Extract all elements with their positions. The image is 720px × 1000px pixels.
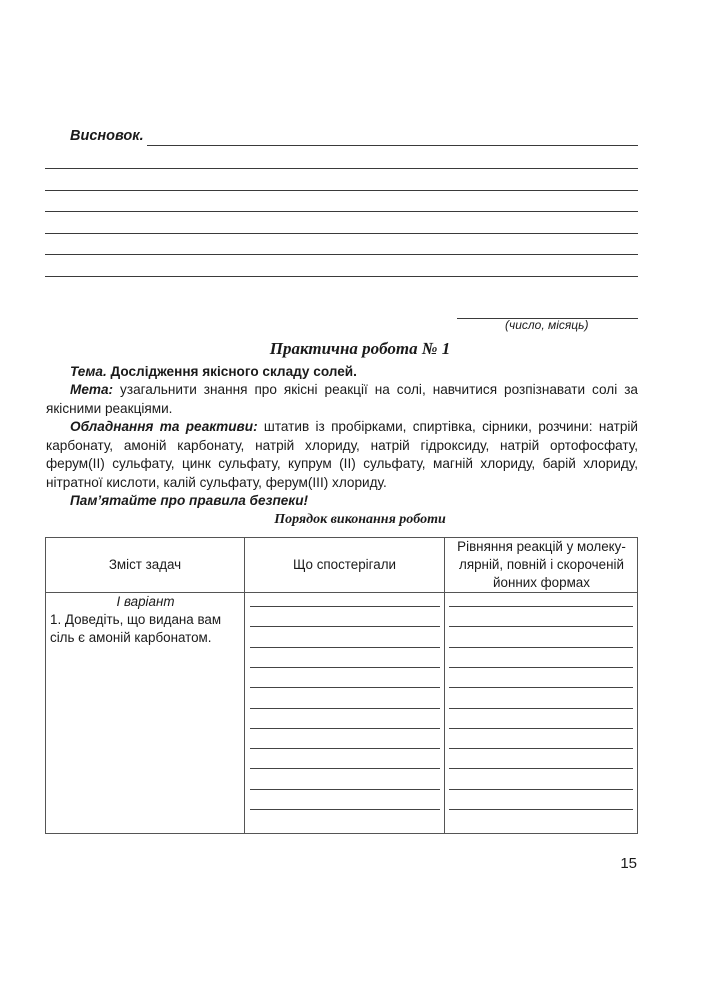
observed-answer-line[interactable] <box>250 667 440 668</box>
header-observed: Що спостерігали <box>293 557 396 572</box>
observed-answer-line[interactable] <box>250 728 440 729</box>
conclusion-blank-line[interactable] <box>45 233 638 234</box>
observed-answer-line[interactable] <box>250 626 440 627</box>
conclusion-blank-line[interactable] <box>45 254 638 255</box>
equation-answer-line[interactable] <box>449 606 633 607</box>
equipment-paragraph <box>46 418 638 492</box>
header-divider <box>46 592 637 593</box>
conclusion-label: Висновок. <box>70 128 144 144</box>
page-title: Практична робота № 1 <box>269 339 451 358</box>
procedure-table <box>45 537 638 834</box>
conclusion-blank-line[interactable] <box>45 190 638 191</box>
page-number: 15 <box>620 855 637 872</box>
observed-answer-line[interactable] <box>250 708 440 709</box>
conclusion-blank-line[interactable] <box>45 168 638 169</box>
task-text: 1. Доведіть, що видана вам сіль є амоній карбонатом. <box>50 612 222 645</box>
goal-paragraph <box>46 381 638 418</box>
equation-answer-line[interactable] <box>449 647 633 648</box>
date-caption: (число, місяць) <box>505 318 589 332</box>
observed-answer-line[interactable] <box>250 809 440 810</box>
equation-answer-line[interactable] <box>449 626 633 627</box>
observed-answer-line[interactable] <box>250 647 440 648</box>
conclusion-first-line[interactable] <box>147 145 638 146</box>
equation-answer-line[interactable] <box>449 728 633 729</box>
header-equations-text: Рівняння реакцій у молеку- лярній, повній і скороченій йонних формах <box>457 539 626 590</box>
equation-answer-line[interactable] <box>449 687 633 688</box>
observed-answer-line[interactable] <box>250 768 440 769</box>
safety-note <box>46 492 638 511</box>
conclusion-blank-line[interactable] <box>45 211 638 212</box>
safety-text: Пам’ятайте про правила безпеки! <box>70 493 309 508</box>
topic-text: Дослідження якісного складу солей. <box>106 364 357 379</box>
procedure-title: Порядок виконання роботи <box>274 512 446 527</box>
equation-answer-line[interactable] <box>449 789 633 790</box>
equation-answer-line[interactable] <box>449 748 633 749</box>
equation-answer-line[interactable] <box>449 667 633 668</box>
header-equations <box>446 538 637 592</box>
conclusion-blank-line[interactable] <box>45 276 638 277</box>
goal-text: узагальнити знання про якісні реакції на солі, навчитися розпізнавати солі за якісними реакціями. <box>46 382 638 416</box>
observed-answer-line[interactable] <box>250 606 440 607</box>
variant-label: І варіант <box>116 594 175 609</box>
equation-answer-line[interactable] <box>449 708 633 709</box>
topic-label: Тема. <box>70 364 107 379</box>
goal-label: Мета: <box>70 382 114 397</box>
equipment-label: Обладнання та реактиви: <box>70 419 258 434</box>
topic-paragraph <box>46 363 638 382</box>
observed-answer-line[interactable] <box>250 748 440 749</box>
header-task-content: Зміст задач <box>108 557 182 572</box>
equipment-text: штатив із пробірками, спиртівка, сірники, розчини: натрій карбонату, амоній карбонату, натрій хлориду, натрій гідроксиду, натрій ортофосфату, ферум(ІІ) сульфату, цинк сульфату, купрум (ІІ) сульфату, магній хлориду, барій хлориду, нітратної кислоти, калій сульфату, ферум(ІІІ) хлориду. <box>46 419 638 490</box>
column-divider <box>444 538 445 833</box>
observed-answer-line[interactable] <box>250 687 440 688</box>
equation-answer-line[interactable] <box>449 768 633 769</box>
observed-answer-line[interactable] <box>250 789 440 790</box>
equation-answer-line[interactable] <box>449 809 633 810</box>
